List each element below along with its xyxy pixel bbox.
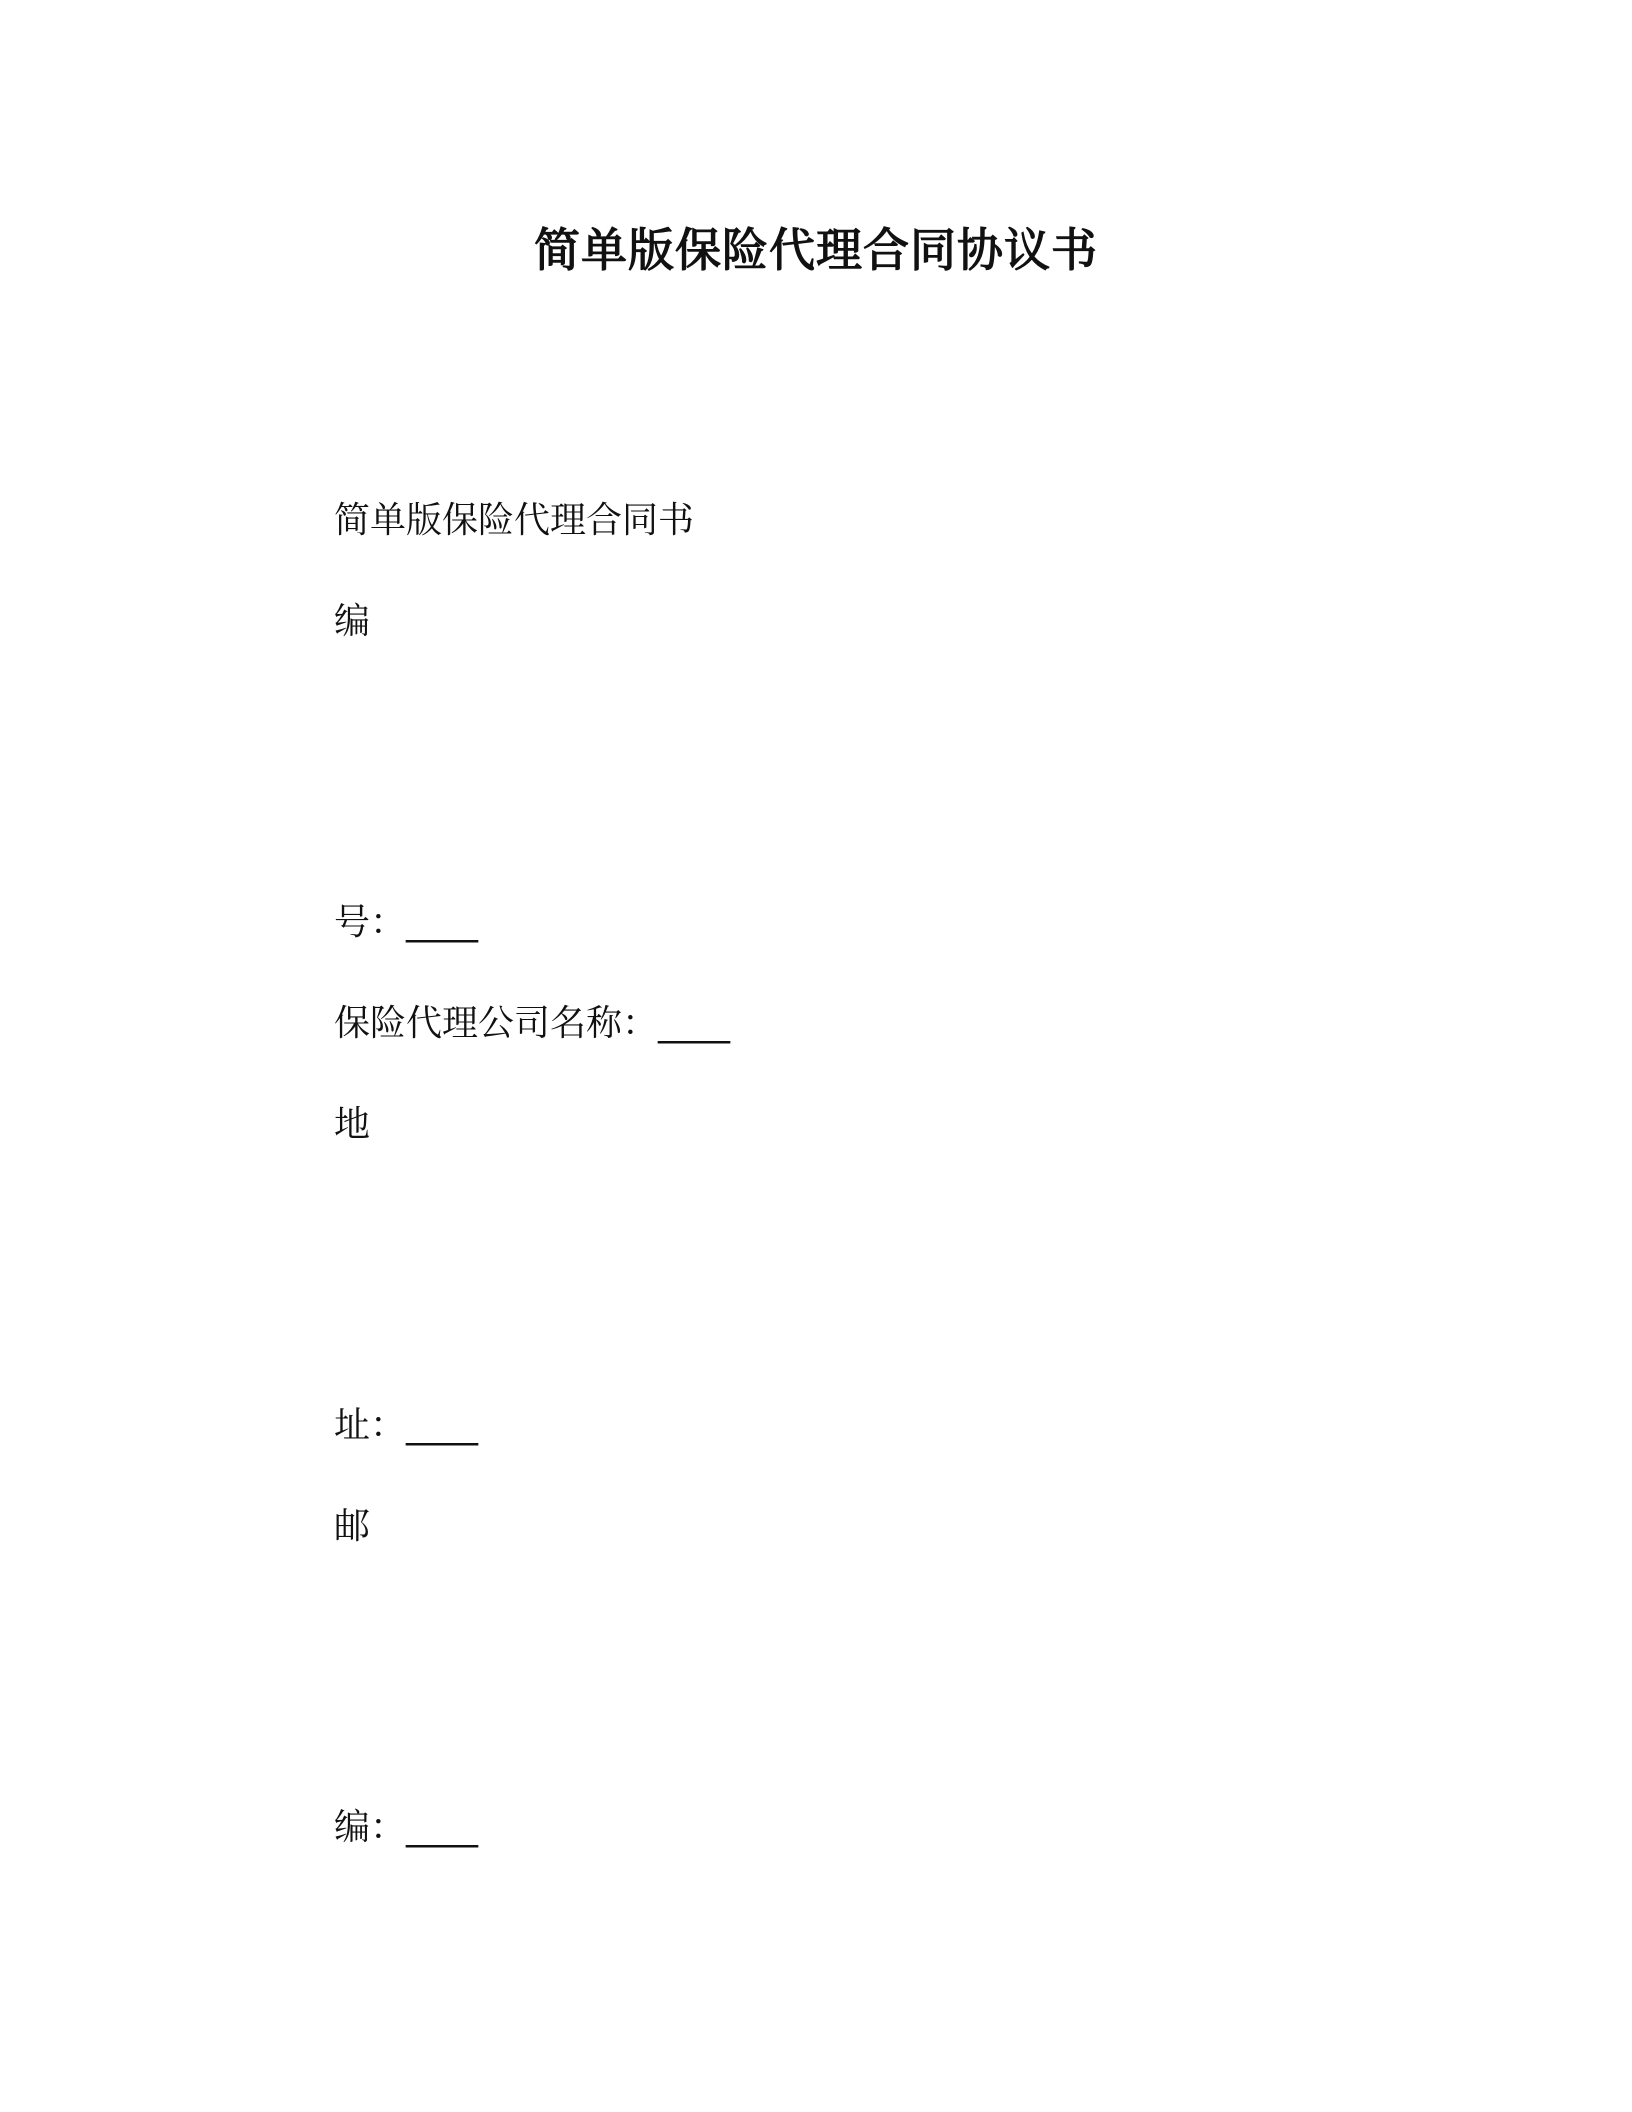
contract-subtitle: 简单版保险代理合同书 [334,500,695,541]
address-field: 址：____ [334,1405,479,1446]
number-label-part1: 编 [334,601,371,642]
postcode-field: 编：____ [334,1807,479,1848]
document-title: 简单版保险代理合同协议书 [534,223,1098,277]
address-label-part1: 地 [334,1104,371,1145]
agency-name-field: 保险代理公司名称：____ [334,1003,731,1044]
number-field: 号：____ [334,902,479,943]
postcode-label-part1: 邮 [334,1506,371,1547]
